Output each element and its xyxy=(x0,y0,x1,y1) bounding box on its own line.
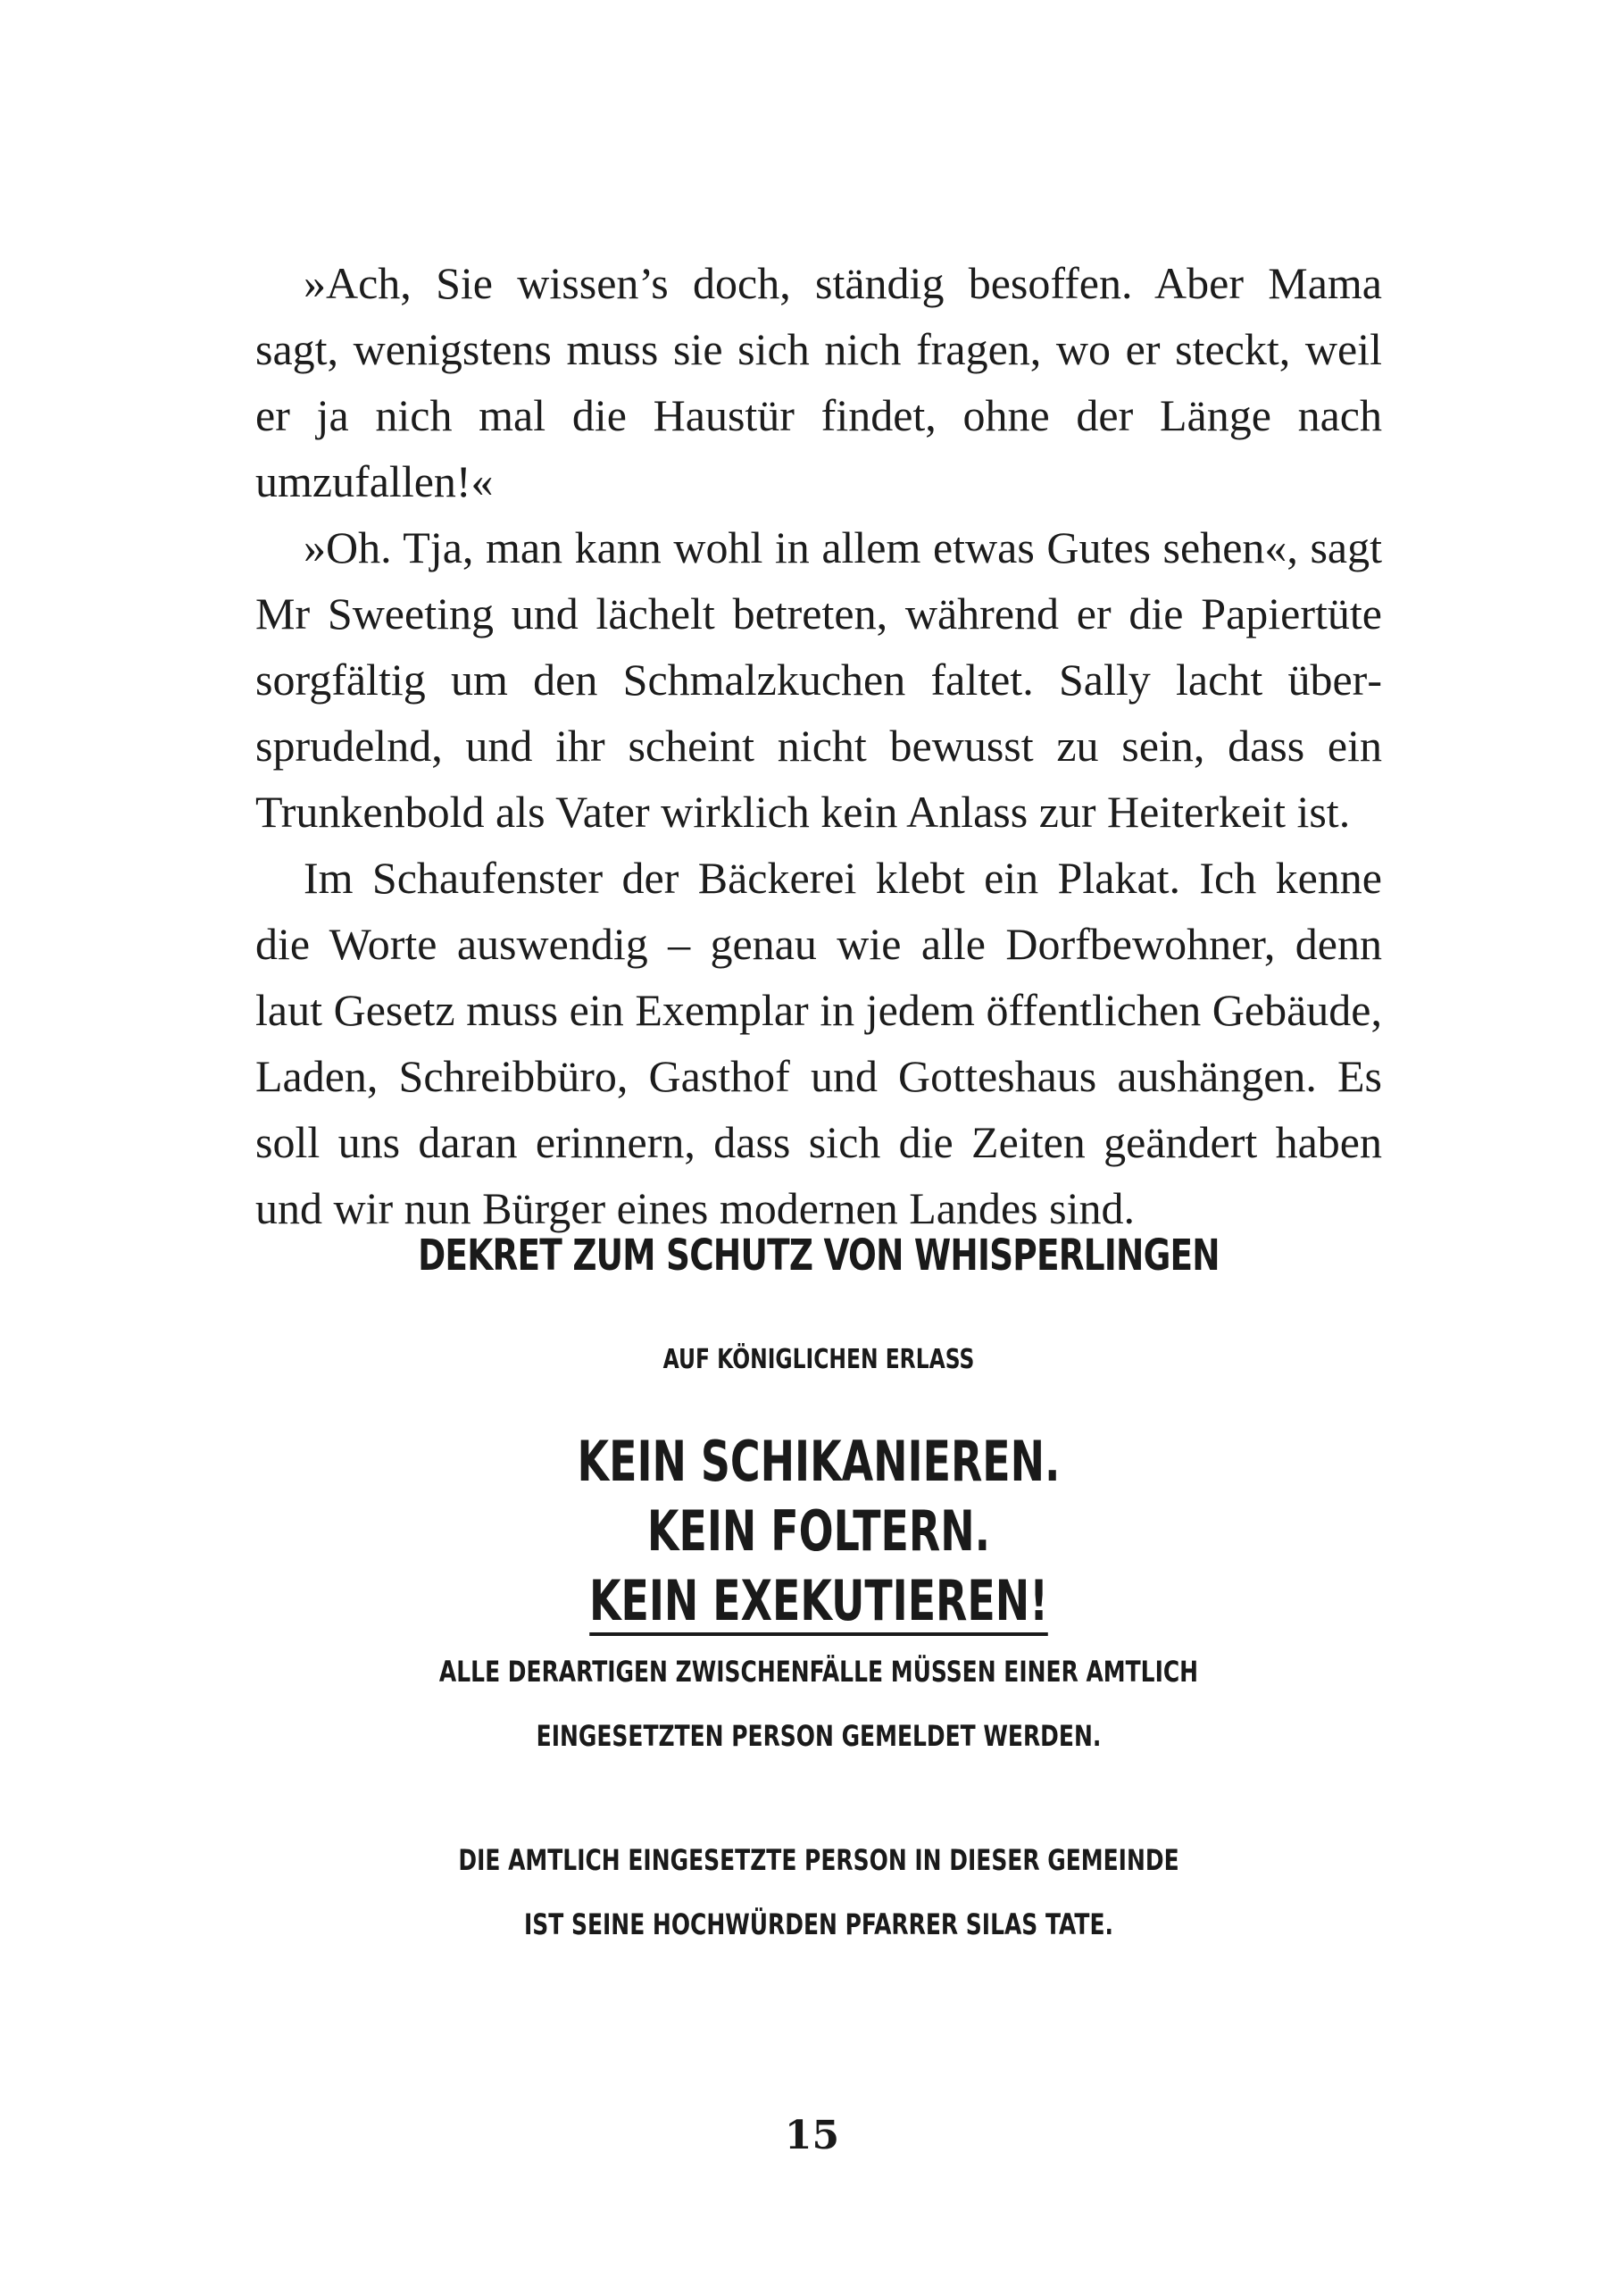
notice-line: DIE AMTLICH EINGESETZTE PERSON IN DIESER GEMEINDE xyxy=(458,1843,1179,1877)
decree-command-underlined: KEIN EXEKUTIEREN! xyxy=(589,1570,1048,1636)
decree-notice-official xyxy=(379,1828,1258,1957)
decree-command: KEIN FOLTERN. xyxy=(646,1498,991,1564)
page-number: 15 xyxy=(784,2113,840,2158)
paragraph: »Ach, Sie wissen’s doch, ständig besoffen. Aber Mama sagt, wenigstens muss sie sich nich fragen, wo er steckt, weil er ja nich mal die Haustür findet, ohne der Länge nach umzufallen!« xyxy=(255,258,1382,506)
decree-title: DEKRET ZUM SCHUTZ VON WHISPERLINGEN xyxy=(418,1231,1220,1281)
decree-notice-report xyxy=(379,1640,1258,1768)
decree-commands xyxy=(402,1427,1236,1636)
body-text xyxy=(255,250,1382,1241)
notice-line: ALLE DERARTIGEN ZWISCHENFÄLLE MÜSSEN EINER AMTLICH xyxy=(438,1655,1199,1689)
paragraph: »Oh. Tja, man kann wohl in allem etwas Gutes sehen«, sagt Mr Sweeting und lächelt betreten, während er die Papiertüte sorgfältig um den Schmalzkuchen faltet. Sally lacht übersprudelnd, und ihr scheint nicht bewusst zu sein, dass ein Trunkenbold als Vater wirklich kein Anlass zur Heiterkeit ist. xyxy=(255,522,1382,837)
notice-line: IST SEINE HOCHWÜRDEN PFARRER SILAS TATE. xyxy=(524,1907,1113,1941)
decree-command: KEIN SCHIKANIEREN. xyxy=(577,1429,1061,1494)
decree-subtitle: AUF KÖNIGLICHEN ERLASS xyxy=(662,1344,975,1375)
paragraph: Im Schaufenster der Bäckerei klebt ein Plakat. Ich kenne die Worte auswendig – genau wie alle Dorfbewohner, denn laut Gesetz muss ein Exemplar in jedem öffentlichen Gebäude, Laden, Schreibbüro, Gasthof und Gotteshaus aushängen. Es soll uns daran erinnern, dass sich die Zeiten geändert haben und wir nun Bürger eines modernen Landes sind. xyxy=(255,853,1382,1233)
notice-line: EINGESETZTEN PERSON GEMELDET WERDEN. xyxy=(536,1719,1102,1753)
